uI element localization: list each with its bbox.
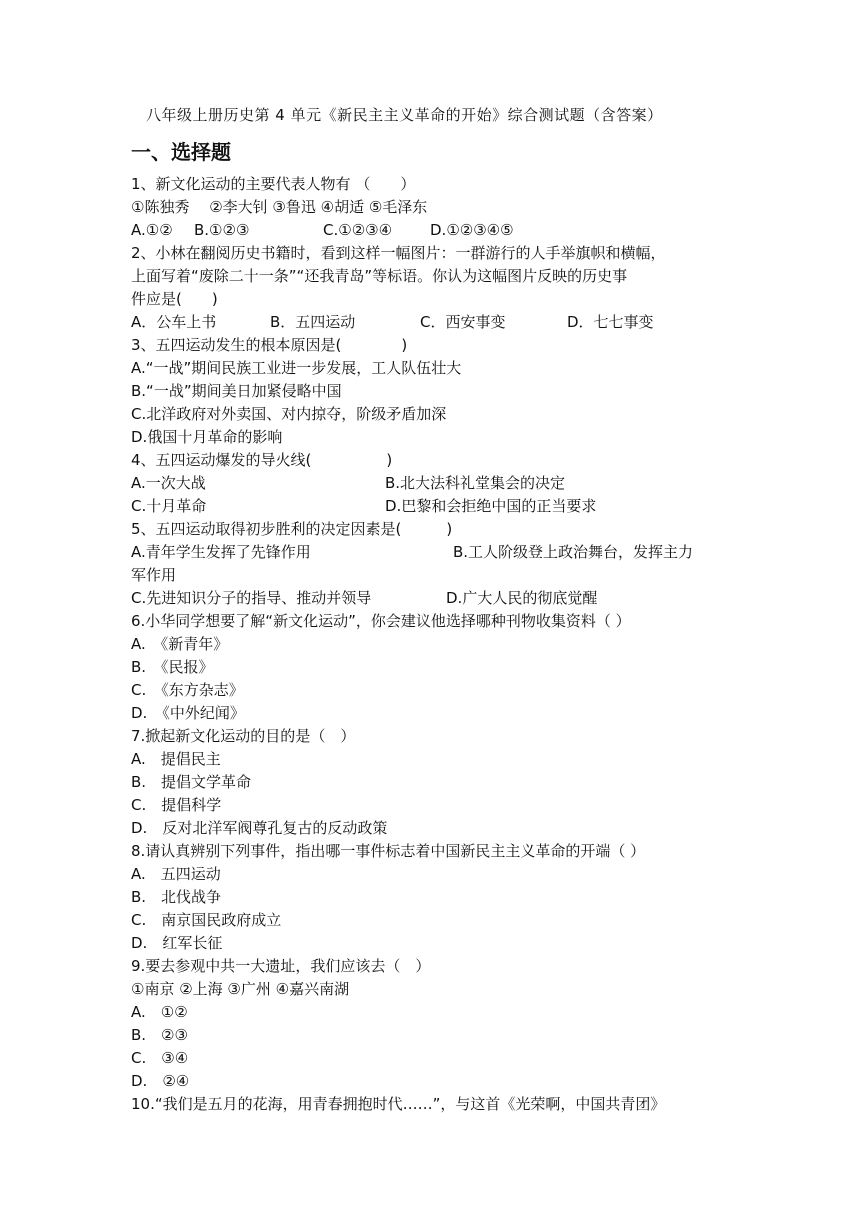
question-3: 3、五四运动发生的根本原因是( ) [131, 336, 408, 354]
question-6: 6.小华同学想要了解“新文化运动”，你会建议他选择哪种刊物收集资料（ ） [131, 612, 631, 630]
question-1: 1、新文化运动的主要代表人物有 （ ） [131, 175, 416, 193]
question-3-option-d: D.俄国十月革命的影响 [131, 428, 283, 446]
question-5: 5、五四运动取得初步胜利的决定因素是( ) [131, 520, 453, 538]
question-6-option-c: C. 《东方杂志》 [131, 681, 244, 699]
question-8: 8.请认真辨别下列事件，指出哪一事件标志着中国新民主主义革命的开端（ ） [131, 842, 646, 860]
question-9-option-c: C. ③④ [131, 1049, 189, 1067]
question-2-option-b: B．五四运动 [270, 313, 356, 331]
question-8-option-d: D. 红军长征 [131, 934, 223, 952]
question-9-option-b: B. ②③ [131, 1026, 188, 1044]
question-5-option-d: D.广大人民的彻底觉醒 [446, 589, 598, 607]
question-2-line-3: 件应是( ) [131, 290, 218, 308]
question-3-option-c: C.北洋政府对外卖国、对内掠夺，阶级矛盾加深 [131, 405, 447, 423]
question-7: 7.掀起新文化运动的目的是（ ） [131, 727, 356, 745]
question-6-option-a: A. 《新青年》 [131, 635, 229, 653]
question-9-option-d: D. ②④ [131, 1072, 190, 1090]
question-4-option-c: C.十月革命 [131, 497, 207, 515]
question-7-option-c: C. 提倡科学 [131, 796, 222, 814]
question-2-line-1: 2、小林在翻阅历史书籍时，看到这样一幅图片：一群游行的人手举旗帜和横幅， [131, 244, 666, 262]
question-1-option-d: D.①②③④⑤ [430, 221, 514, 239]
question-6-option-d: D. 《中外纪闻》 [131, 704, 245, 722]
question-3-option-a: A.“一战”期间民族工业进一步发展，工人队伍壮大 [131, 359, 462, 377]
question-2-option-c: C．西安事变 [420, 313, 506, 331]
question-8-option-b: B. 北伐战争 [131, 888, 222, 906]
question-8-option-a: A. 五四运动 [131, 865, 221, 883]
question-2-option-d: D．七七事变 [567, 313, 654, 331]
question-7-option-a: A. 提倡民主 [131, 750, 221, 768]
question-1-option-b: B.①②③ [194, 221, 250, 239]
question-7-option-d: D. 反对北洋军阀尊孔复古的反动政策 [131, 819, 388, 837]
question-4-option-d: D.巴黎和会拒绝中国的正当要求 [385, 497, 597, 515]
question-4-option-b: B.北大法科礼堂集会的决定 [385, 474, 566, 492]
section-heading: 一、选择题 [131, 140, 231, 164]
question-1-option-a: A.①② [131, 221, 173, 239]
question-5-option-c: C.先进知识分子的指导、推动并领导 [131, 589, 372, 607]
question-3-option-b: B.“一战”期间美日加紧侵略中国 [131, 382, 342, 400]
question-9: 9.要去参观中共一大遗址，我们应该去（ ） [131, 957, 431, 975]
question-7-option-b: B. 提倡文学革命 [131, 773, 252, 791]
question-1-items: ①陈独秀 ②李大钊 ③鲁迅 ④胡适 ⑤毛泽东 [131, 198, 428, 216]
question-5-option-a: A.青年学生发挥了先锋作用 [131, 543, 311, 561]
question-8-option-c: C. 南京国民政府成立 [131, 911, 282, 929]
question-2-line-2: 上面写着“废除二十一条”“还我青岛”等标语。你认为这幅图片反映的历史事 [131, 267, 628, 285]
question-5-option-b: B.工人阶级登上政治舞台，发挥主力 [453, 543, 694, 561]
question-1-option-c: C.①②③④ [323, 221, 393, 239]
question-4-option-a: A.一次大战 [131, 474, 206, 492]
question-2-option-a: A．公车上书 [131, 313, 217, 331]
question-9-items: ①南京 ②上海 ③广州 ④嘉兴南湖 [131, 980, 350, 998]
question-5-option-b-cont: 军作用 [131, 566, 177, 584]
question-6-option-b: B. 《民报》 [131, 658, 214, 676]
question-10: 10.“我们是五月的花海，用青春拥抱时代……”，与这首《光荣啊，中国共青团》 [131, 1095, 666, 1113]
document-title: 八年级上册历史第 4 单元《新民主主义革命的开始》综合测试题（含答案） [146, 106, 663, 124]
question-9-option-a: A. ①② [131, 1003, 188, 1021]
question-4: 4、五四运动爆发的导火线( ) [131, 451, 393, 469]
